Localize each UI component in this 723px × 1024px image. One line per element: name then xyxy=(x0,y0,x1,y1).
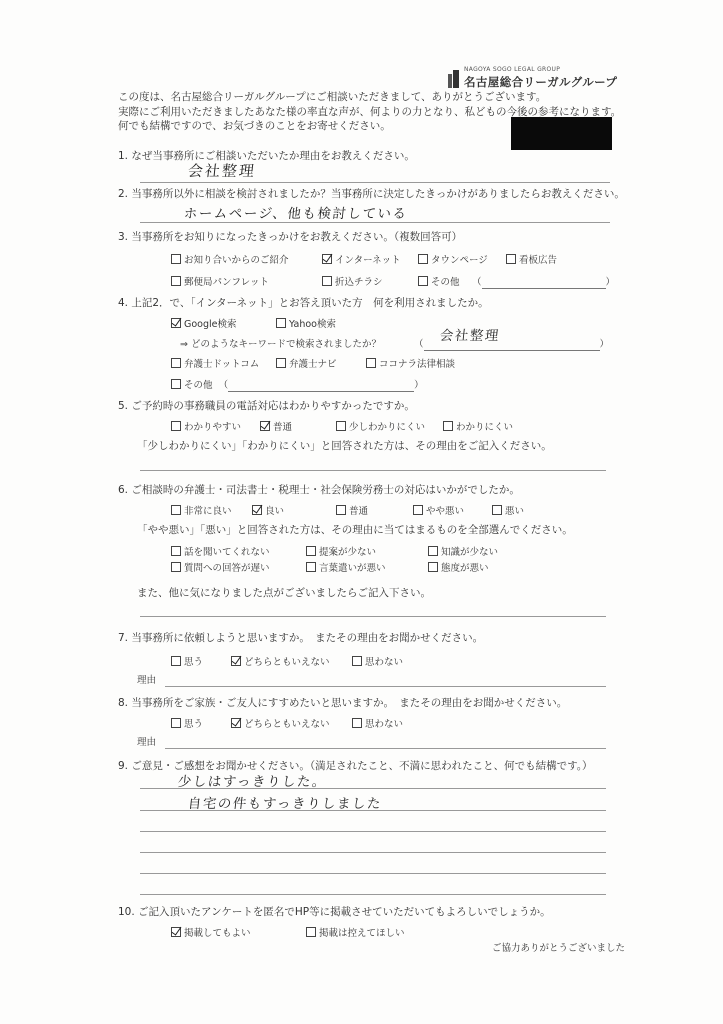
question-2: 2. 当事務所以外に相談を検討されましたか？当事務所に決定したきっかけがありましたらお教えください。 xyxy=(118,188,625,200)
q4-keyword-prompt: ⇒ どのようなキーワードで検索されましたか？ xyxy=(180,339,381,350)
q6-reason-bad-language[interactable]: 言葉遣いが悪い xyxy=(306,560,386,574)
q4-keyword-answer[interactable]: 会社整理 xyxy=(438,328,501,344)
q6-other-note: また、他に気になりました点がございましたらご記入下さい。 xyxy=(137,587,431,599)
question-7: 7. 当事務所に依頼しようと思いますか。 またその理由をお聞かせください。 xyxy=(118,632,484,644)
q5-note: 「少しわかりにくい」「わかりにくい」と回答された方は、その理由をご記入ください。 xyxy=(137,440,552,452)
q3-opt-townpage[interactable]: タウンページ xyxy=(418,252,488,266)
q4-keyword-field[interactable]: （ ） xyxy=(414,339,610,350)
q7-reason-label: 理由 xyxy=(137,675,157,686)
logo-icon xyxy=(448,70,460,88)
q3-opt-signboard[interactable]: 看板広告 xyxy=(506,252,557,266)
q3-opt-flyer[interactable]: 折込チラシ xyxy=(322,274,383,288)
q6-opt-normal[interactable]: 普通 xyxy=(336,503,368,517)
q4-opt-bengoshi-com[interactable]: 弁護士ドットコム xyxy=(171,356,259,370)
q4-opt-yahoo[interactable]: Yahoo検索 xyxy=(276,316,336,330)
question-6: 6. ご相談時の弁護士・司法書士・税理士・社会保険労務士の対応はいかがでしたか。 xyxy=(118,484,520,496)
q3-opt-other[interactable]: その他 xyxy=(418,274,460,288)
q6-opt-somewhat-bad[interactable]: やや悪い xyxy=(413,503,464,517)
q6-reason-few-proposals[interactable]: 提案が少ない xyxy=(306,544,376,558)
q9-answer-line2[interactable]: 自宅の件もすっきりしました xyxy=(186,796,383,812)
closing-message: ご協力ありがとうございました xyxy=(492,943,626,954)
q6-reason-slow-answers[interactable]: 質問への回答が遅い xyxy=(171,560,270,574)
q6-reason-bad-attitude[interactable]: 態度が悪い xyxy=(428,560,489,574)
q5-opt-hard[interactable]: わかりにくい xyxy=(443,419,513,433)
q5-opt-easy[interactable]: わかりやすい xyxy=(171,419,241,433)
q8-reason-label: 理由 xyxy=(137,737,157,748)
q10-opt-decline[interactable]: 掲載は控えてほしい xyxy=(306,925,405,939)
logo-english: NAGOYA SOGO LEGAL GROUP xyxy=(464,66,561,73)
q7-opt-yes[interactable]: 思う xyxy=(171,654,203,668)
q5-opt-somewhat-hard[interactable]: 少しわかりにくい xyxy=(336,419,425,433)
q8-opt-yes[interactable]: 思う xyxy=(171,716,203,730)
question-4: 4. 上記2．で、「インターネット」とお答え頂いた方 何を利用されましたか。 xyxy=(118,297,489,309)
q6-opt-very-good[interactable]: 非常に良い xyxy=(171,503,232,517)
question-5: 5. ご予約時の事務職員の電話対応はわかりやすかったですか。 xyxy=(118,400,415,412)
q3-opt-internet[interactable]: インターネット xyxy=(322,252,401,266)
q3-other-field[interactable]: （ ） xyxy=(472,277,616,288)
question-9: 9. ご意見・ご感想をお聞かせください。（満足されたこと、不満に思われたこと、何でも結構です。） xyxy=(118,760,593,772)
q8-opt-no[interactable]: 思わない xyxy=(352,716,403,730)
q10-opt-allow[interactable]: 掲載してもよい xyxy=(171,925,251,939)
q8-opt-neutral[interactable]: どちらともいえない xyxy=(231,716,330,730)
q6-note: 「やや悪い」「悪い」と回答された方は、その理由に当てはまるものを全部選んでください。 xyxy=(137,524,573,536)
q3-opt-referral[interactable]: お知り合いからのご紹介 xyxy=(171,252,289,266)
question-8: 8. 当事務所をご家族・ご友人にすすめたいと思いますか。 またその理由をお聞かせください。 xyxy=(118,697,568,709)
question-3: 3. 当事務所をお知りになったきっかけをお教えください。（複数回答可） xyxy=(118,231,463,243)
q4-opt-google[interactable]: Google検索 xyxy=(171,316,237,330)
q9-answer-line1[interactable]: 少しはすっきりした。 xyxy=(176,774,328,790)
q3-opt-postoffice[interactable]: 郵便局パンフレット xyxy=(171,274,269,288)
q6-reason-little-knowledge[interactable]: 知識が少ない xyxy=(428,544,498,558)
q4-opt-coconala[interactable]: ココナラ法律相談 xyxy=(366,356,455,370)
question-10: 10. ご記入頂いたアンケートを匿名でHP等に掲載させていただいてもよろしいでしょうか。 xyxy=(118,906,551,918)
q1-answer[interactable]: 会社整理 xyxy=(187,162,257,180)
q5-opt-normal[interactable]: 普通 xyxy=(260,419,292,433)
q4-opt-other[interactable]: その他 （ ） xyxy=(171,377,424,392)
q6-opt-good[interactable]: 良い xyxy=(252,503,284,517)
q6-opt-bad[interactable]: 悪い xyxy=(492,503,524,517)
logo-japanese: 名古屋総合リーガルグループ xyxy=(464,75,618,89)
q4-opt-bengoshi-navi[interactable]: 弁護士ナビ xyxy=(276,356,337,370)
q7-opt-no[interactable]: 思わない xyxy=(352,654,403,668)
q2-answer[interactable]: ホームページ、他も検討している xyxy=(182,206,409,222)
redaction-box xyxy=(511,117,612,150)
question-1: 1. なぜ当事務所にご相談いただいたか理由をお教えください。 xyxy=(118,150,415,162)
intro-text: この度は、名古屋総合リーガルグループにご相談いただきまして、ありがとうございます。 実際にご利用いただきましたあなた様の率直な声が、何よりの力となり、私どもの今後の参考になります。 何でも結構ですので、お気づきのことをお寄せください。 xyxy=(118,91,622,132)
q7-opt-neutral[interactable]: どちらともいえない xyxy=(231,654,330,668)
q6-reason-not-listening[interactable]: 話を聞いてくれない xyxy=(171,544,270,558)
